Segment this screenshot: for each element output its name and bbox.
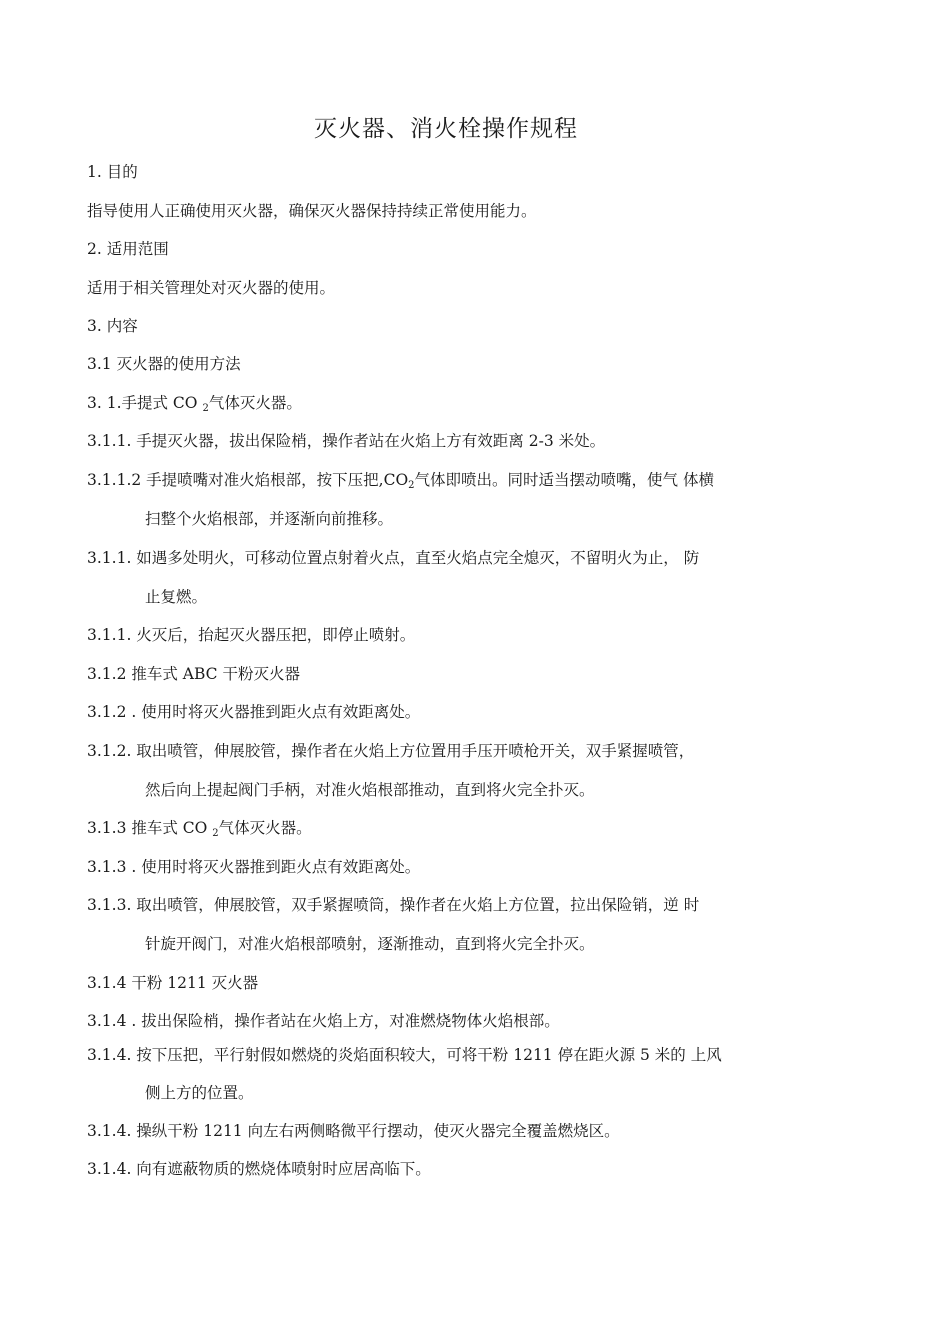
list-item: 3.1.1.2 手提喷嘴对准火焰根部，按下压把$,CO_2$气体即喷出。同时适当摆动喷嘴，使气 体横: [87, 471, 714, 491]
subheading-1211-powder: 3.1.4 干粉 1211 灭火器: [87, 974, 259, 992]
list-item: 3.1.1. 如遇多处明火，可移动位置点射着火点，直至火焰点完全熄灭，不留明火为止， 防: [87, 549, 700, 567]
list-item: 3.1.4 . 拔出保险梢，操作者站在火焰上方，对准燃烧物体火焰根部。: [87, 1012, 560, 1030]
paragraph-scope: 适用于相关管理处对灭火器的使用。: [87, 279, 336, 297]
subheading-co2-handheld: 3. 1.手提式 CO $_2$气体灭火器。: [87, 394, 302, 414]
subheading-abc-powder: 3.1.2 推车式 ABC 干粉灭火器: [87, 665, 300, 683]
list-item: 3.1.4. 操纵干粉 1211 向左右两侧略微平行摆动，使灭火器完全覆盖燃烧区。: [87, 1122, 620, 1140]
list-item-continuation: 然后向上提起阀门手柄，对准火焰根部推动，直到将火完全扑灭。: [145, 781, 595, 799]
list-item: 3.1.1. 手提灭火器，拔出保险梢，操作者站在火焰上方有效距离 2-3 米处。: [87, 432, 606, 450]
list-item: 3.1.3 . 使用时将灭火器推到距火点有效距离处。: [87, 858, 421, 876]
section-heading-content: 3. 内容: [87, 317, 138, 335]
section-heading-scope: 2. 适用范围: [87, 240, 169, 258]
list-item: 3.1.4. 向有遮蔽物质的燃烧体喷射时应居高临下。: [87, 1160, 431, 1178]
subheading-co2-cart: 3.1.3 推车式 CO $_2$气体灭火器。: [87, 819, 312, 839]
list-item: 3.1.4. 按下压把，平行射假如燃烧的炎焰面积较大，可将干粉 1211 停在距火源 5 米的 上风: [87, 1046, 722, 1064]
list-item: 3.1.2 . 使用时将灭火器推到距火点有效距离处。: [87, 703, 421, 721]
list-item: 3.1.3. 取出喷管，伸展胶管，双手紧握喷筒，操作者在火焰上方位置，拉出保险销，逆 时: [87, 896, 700, 914]
list-item-continuation: 扫整个火焰根部，并逐渐向前推移。: [145, 510, 394, 528]
list-item-continuation: 止复燃。: [145, 588, 208, 606]
document-title: 灭火器、消火栓操作规程: [314, 116, 578, 142]
section-heading-purpose: 1. 目的: [87, 163, 138, 181]
list-item-continuation: 针旋开阀门，对准火焰根部喷射，逐渐推动，直到将火完全扑灭。: [145, 935, 595, 953]
list-item: 3.1.1. 火灭后，抬起灭火器压把，即停止喷射。: [87, 626, 416, 644]
subheading-usage: 3.1 灭火器的使用方法: [87, 355, 241, 373]
list-item: 3.1.2. 取出喷管，伸展胶管，操作者在火焰上方位置用手压开喷枪开关，双手紧握喷管，: [87, 742, 695, 760]
paragraph-purpose: 指导使用人正确使用灭火器，确保灭火器保持持续正常使用能力。: [87, 202, 537, 220]
list-item-continuation: 侧上方的位置。: [145, 1084, 254, 1102]
